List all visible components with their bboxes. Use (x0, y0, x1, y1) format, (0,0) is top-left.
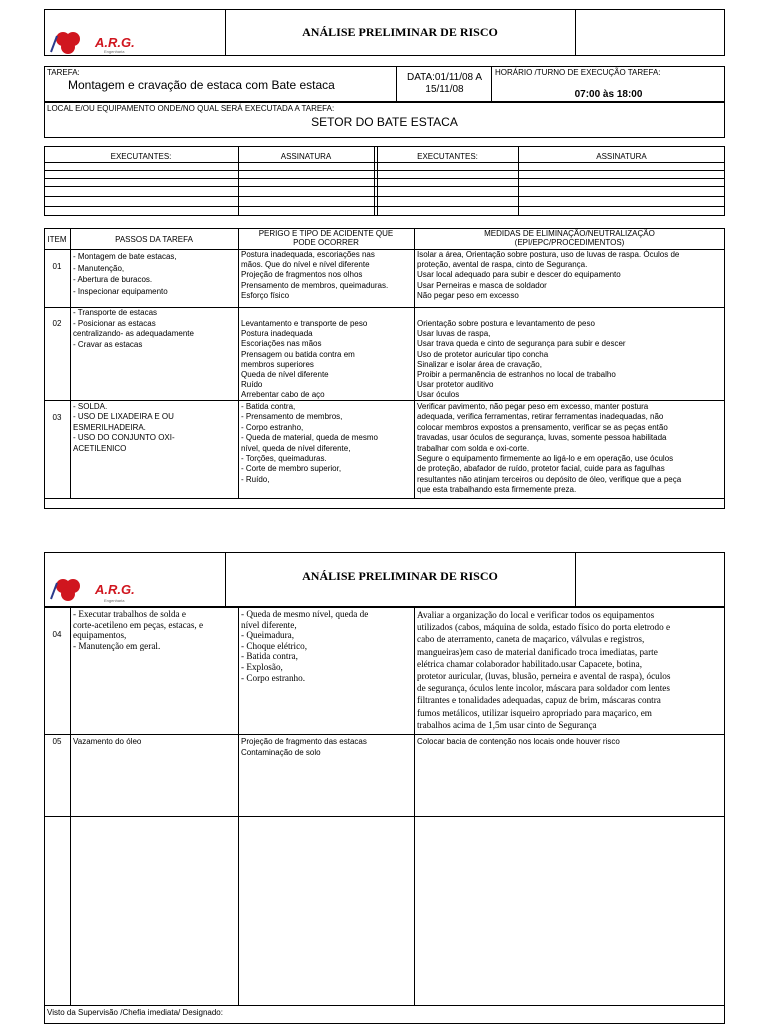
medidas-header: MEDIDAS DE ELIMINAÇÃO/NEUTRALIZAÇÃO (EPI/EPC/PROCEDIMENTOS) (484, 229, 655, 247)
assinatura-header-2: ASSINATURA (596, 152, 647, 161)
row-05-medidas: Colocar bacia de contenção nos locais onde houver risco (417, 737, 620, 746)
row-04-passos: - Executar trabalhos de solda e corte-acetileno em peças, estacas, e equipamentos, - Manutenção em geral. (73, 609, 204, 651)
row-02-passos: - Transporte de estacas - Posicionar as estacas centralizando- as adequadamente - Cravar as estacas (73, 308, 194, 349)
schedule-label: HORÁRIO /TURNO DE EXECUÇÃO TAREFA: (495, 68, 661, 77)
date-line1: DATA:01/11/08 A (406, 72, 483, 83)
row-05-passos: Vazamento do óleo (73, 737, 142, 746)
logo-icon (49, 30, 93, 54)
row-03-item: 03 (52, 413, 62, 422)
form-title: ANÁLISE PRELIMINAR DE RISCO (302, 25, 498, 39)
row-05-perigo: Projeção de fragmento das estacas Contaminação de solo (241, 737, 367, 757)
logo-tagline-page2: Engenharia (104, 598, 125, 603)
supervision-signature-label: Visto da Supervisão /Chefia imediata/ Designado: (47, 1008, 223, 1017)
row-04-item: 04 (52, 630, 62, 639)
passos-header: PASSOS DA TAREFA (115, 235, 193, 244)
row-05-item: 05 (52, 737, 62, 746)
location-value: SETOR DO BATE ESTACA (311, 115, 458, 129)
executantes-header-1: EXECUTANTES: (110, 152, 172, 161)
row-03-medidas: Verificar pavimento, não pegar peso em excesso, manter postura adequada, verifica ferramentas, retirar ferramentas inadequadas, não colocar membros expostos a prensamento, verificar se as peças então travadas, usar óculos de segurança, luvas, somente pessoa habilitada trabalhar com solda e oxi-corte. Segure o equipamento firmemente ao ligá-lo e em operação, use óculos de proteção, abafador de ruído, protetor facial, cuide para as fagulhas resultantes não atinjam terceiros ou depósito de óleo, verifique que a peça que esta trabalhando esta firmemente preza. (417, 402, 682, 495)
row-04-medidas: Avaliar a organização do local e verificar todos os equipamentos utilizados (cabos, máquina de solda, estado físico do porta eletrodo e cabo de aterramento, caneta de maçarico, válvulas e registros, mangueiras)em caso de material danificado troca imediatas, parte elétrica chamar colaborador habilitado.usar Capacete, botina, protetor auricular, (luvas, blusão, perneira e avental de raspa), óculos de segurança, óculos lente incolor, máscara para soldador com lentes filtrantes e tonalidades adequadas, capuz de brim, máscaras contra fumos metálicos, utilizar isqueiro apropriado para maçarico, em trabalhos acima de 1,5m usar cinto de Segurança (417, 610, 671, 730)
row-02-item: 02 (52, 319, 62, 328)
row-01-item: 01 (52, 262, 62, 271)
schedule-value: 07:00 às 18:00 (574, 89, 643, 100)
task-value: Montagem e cravação de estaca com Bate estaca (68, 78, 335, 92)
date-line2: 15/11/08 (425, 84, 464, 95)
item-header: ITEM (47, 235, 67, 244)
row-02-medidas: Orientação sobre postura e levantamento de peso Usar luvas de raspa, Usar trava queda e cinto de segurança para subir e descer Uso de protetor auricular tipo concha Sinalizar e isolar área de cravação, Proibir a permanência de estranhos no local de trabalho Usar protetor auditivo Usar óculos (417, 319, 626, 400)
logo-tagline: Engenharia (104, 49, 125, 54)
row-02-perigo: Levantamento e transporte de peso Postura inadequada Escoriações nas mãos Prensagem ou batida contra em membros superiores Queda de nível diferente Ruído Arrebentar cabo de aço (241, 319, 368, 400)
row-01-passos: - Montagem de bate estacas, - Manutenção, - Abertura de buracos. - Inspecionar equipamento (73, 252, 177, 296)
logo-icon (49, 577, 93, 601)
perigo-header: PERIGO E TIPO DE ACIDENTE QUE PODE OCORRER (258, 229, 394, 247)
location-label: LOCAL E/OU EQUIPAMENTO ONDE/NO QUAL SERÁ EXECUTADA A TAREFA: (47, 104, 335, 113)
logo-text: A.R.G. (95, 34, 135, 50)
row-03-perigo: - Batida contra, - Prensamento de membros, - Corpo estranho, - Queda de material, queda de mesmo nível, queda de nível diferente, - Torções, queimaduras. - Corte de membro superior, - Ruído, (241, 402, 378, 484)
row-01-perigo: Postura inadequada, escoriações nas mãos. Que do nível e nível diferente Projeção de fragmentos nos olhos Prensamento de membros, queimaduras. Esforço físico (241, 250, 389, 300)
form-title-page2: ANÁLISE PRELIMINAR DE RISCO (302, 569, 498, 583)
row-01-medidas: Isolar a área, Orientação sobre postura, uso de luvas de raspa. Óculos de proteção, avental de raspa, cinto de Segurança. Usar local adequado para subir e descer do equipamento Usar Perneiras e masca de soldador Não pegar peso em excesso (417, 250, 680, 300)
executantes-header-2: EXECUTANTES: (417, 152, 478, 161)
task-label: TAREFA: (47, 68, 80, 77)
row-03-passos: - SOLDA. - USO DE LIXADEIRA E OU ESMERILHADEIRA. - USO DO CONJUNTO OXI- ACETILENICO (73, 402, 175, 453)
row-04-perigo: - Queda de mesmo nível, queda de nível diferente, - Queimadura, - Choque elétrico, - Batida contra, - Explosão, - Corpo estranho. (241, 609, 369, 683)
assinatura-header-1: ASSINATURA (280, 152, 332, 161)
logo-text-page2: A.R.G. (95, 581, 135, 597)
